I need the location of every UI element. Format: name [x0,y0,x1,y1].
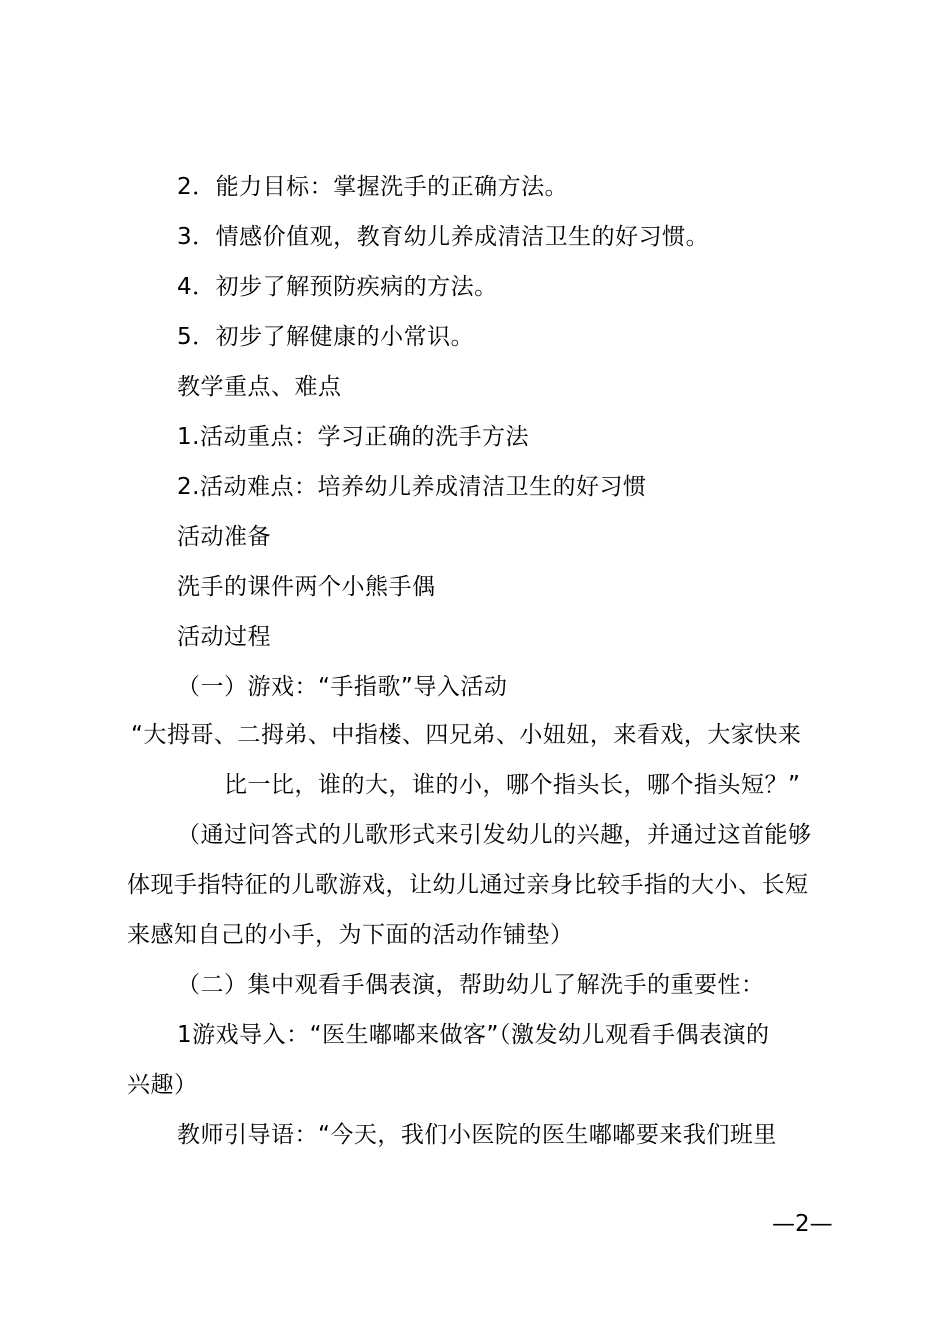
goal-emotion: 3．情感价值观，教育幼儿养成清洁卫生的好习惯。 [177,224,710,250]
process-step-1-title: （一）游戏：“手指歌”导入活动 [177,674,508,700]
heading-process: 活动过程 [177,624,271,650]
game-intro-line-2: 兴趣） [127,1072,198,1098]
note-line-3: 来感知自己的小手，为下面的活动作铺垫） [127,922,574,948]
finger-song-line-1: “大拇哥、二拇弟、中指楼、四兄弟、小妞妞，来看戏，大家快来 [131,722,802,748]
process-step-2-title: （二）集中观看手偶表演，帮助幼儿了解洗手的重要性： [177,972,765,998]
heading-key-points: 教学重点、难点 [177,374,342,400]
game-intro-line-1: 1游戏导入：“医生嘟嘟来做客”（激发幼儿观看手偶表演的 [177,1022,770,1048]
goal-health-knowledge: 5．初步了解健康的小常识。 [177,324,475,350]
page-number: —2— [772,1211,833,1237]
teacher-guide: 教师引导语：“今天，我们小医院的医生嘟嘟要来我们班里 [177,1122,777,1148]
note-line-2: 体现手指特征的儿歌游戏，让幼儿通过亲身比较手指的大小、长短 [127,872,809,898]
goal-disease-prevention: 4．初步了解预防疾病的方法。 [177,274,498,300]
goal-ability: 2．能力目标：掌握洗手的正确方法。 [177,174,569,200]
key-point-2: 2.活动难点：培养幼儿养成清洁卫生的好习惯 [177,474,647,500]
finger-song-line-2: 比一比，谁的大，谁的小，哪个指头长，哪个指头短？” [224,772,801,798]
preparation-materials: 洗手的课件两个小熊手偶 [177,574,436,600]
heading-preparation: 活动准备 [177,524,271,550]
key-point-1: 1.活动重点：学习正确的洗手方法 [177,424,529,450]
note-line-1: （通过问答式的儿歌形式来引发幼儿的兴趣，并通过这首能够 [177,822,812,848]
